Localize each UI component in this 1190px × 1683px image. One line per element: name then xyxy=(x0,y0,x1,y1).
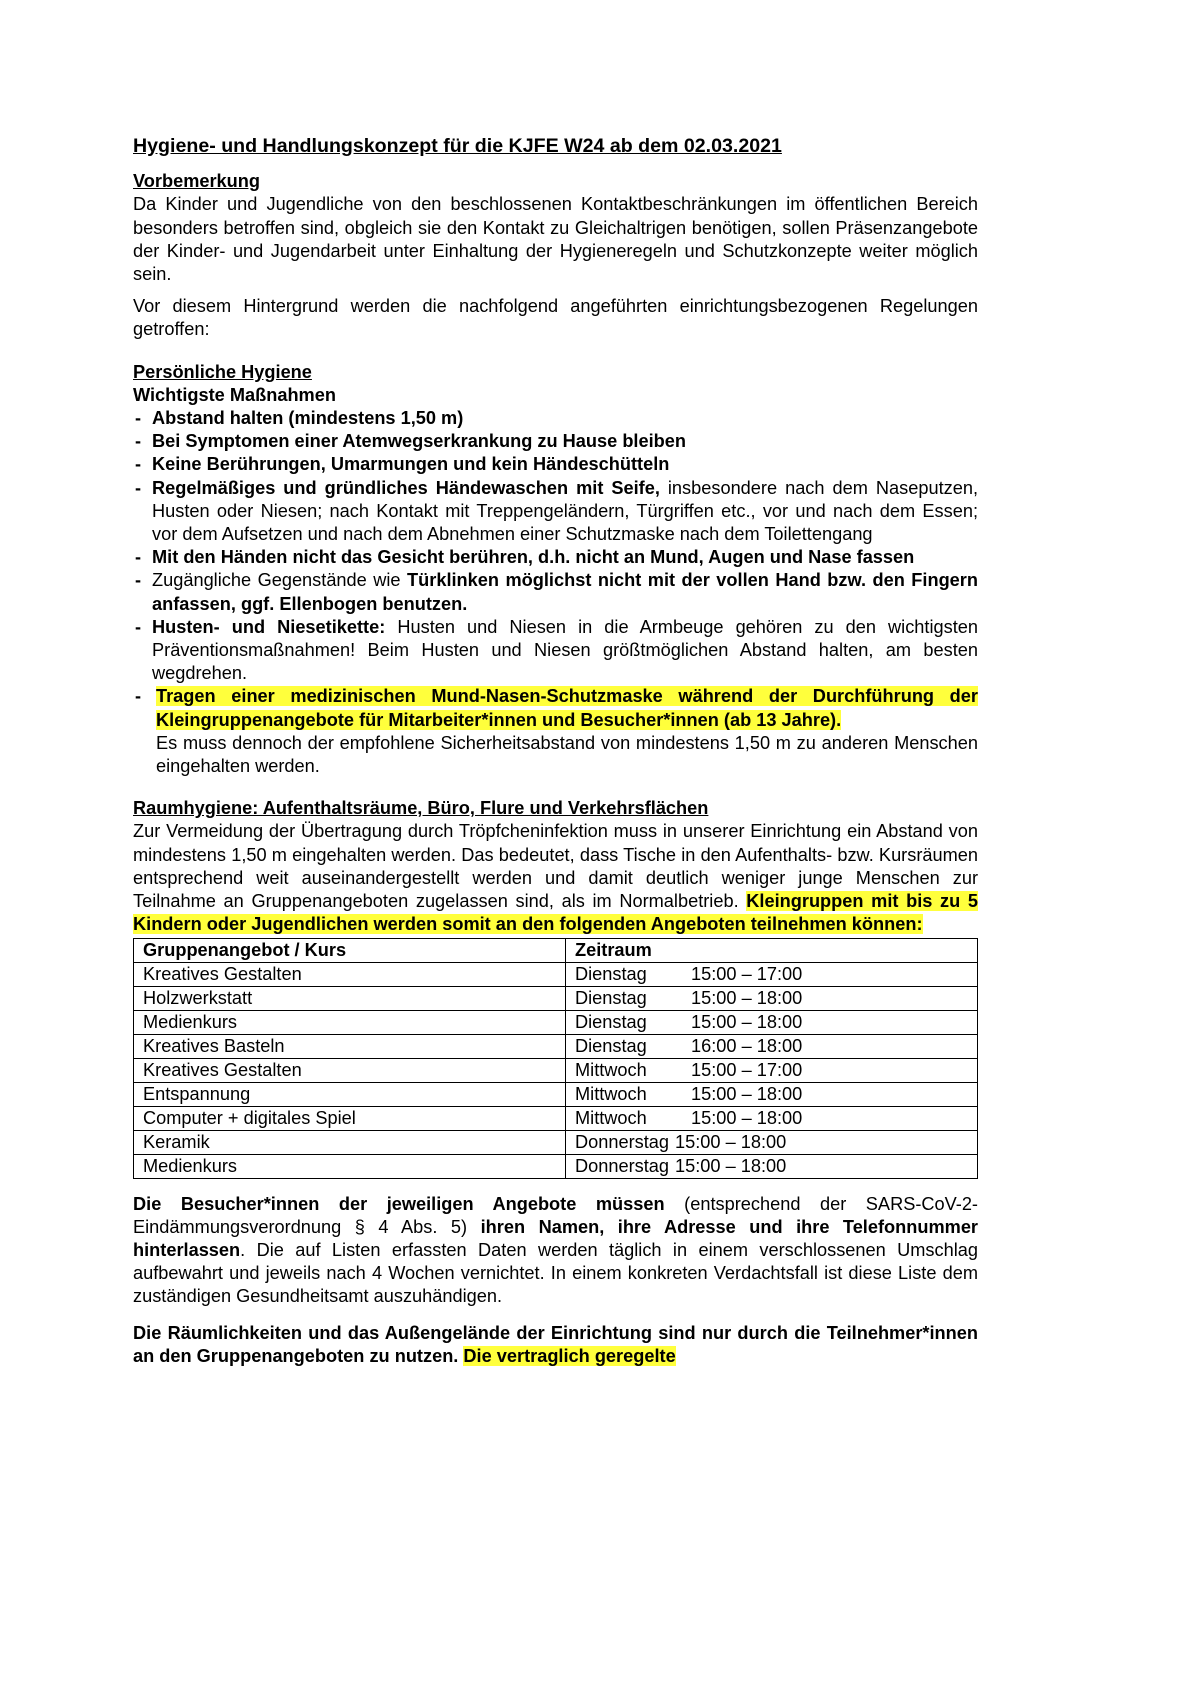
paragraph-text: Zur Vermeidung der Übertragung durch Tröpfcheninfektion muss in unserer Einrichtung ein Abstand von mindestens 1,50 m eingehalten werden. Das bedeutet, dass Tische in den Aufenthalts- bzw. Kursräumen entsprechend weit auseinandergestellt werden und damit deutlich weniger junge Menschen zur Teilnahme an Gruppenangeboten zugelassen sind, als im Normalbetrieb. xyxy=(133,821,978,912)
paragraph-raeumlichkeiten xyxy=(133,1322,978,1368)
cell-zeitraum xyxy=(566,1130,978,1154)
cell-kurs: Kreatives Basteln xyxy=(134,1034,566,1058)
cell-day: Mittwoch xyxy=(575,1084,647,1104)
table-row xyxy=(134,1010,978,1034)
cell-kurs: Holzwerkstatt xyxy=(134,986,566,1010)
item-bold-text: Keine Berührungen, Umarmungen und kein Händeschütteln xyxy=(152,454,670,475)
cell-zeitraum xyxy=(566,1106,978,1130)
item-bold-text: Husten- und Niesetikette: xyxy=(152,616,386,637)
table-row xyxy=(134,1154,978,1178)
item-bold-text: Regelmäßiges und gründliches Händewaschen mit Seife, xyxy=(152,477,660,498)
cell-day: Donnerstag xyxy=(575,1156,670,1176)
column-header-zeitraum: Zeitraum xyxy=(566,938,978,962)
paragraph-vorbemerkung-2: Vor diesem Hintergrund werden die nachfolgend angeführten einrichtungsbezogenen Regelungen getroffen: xyxy=(133,296,978,340)
paragraph-vorbemerkung-1: Da Kinder und Jugendliche von den beschlossenen Kontaktbeschränkungen im öffentlichen Bereich besonders betroffen sind, obgleich sie den Kontakt zu Gleichaltrigen benötigen, sollen Präsenzangebote der Kinder- und Jugendarbeit unter Einhaltung der Hygieneregeln und Schutzkonzepte weiter möglich sein. xyxy=(133,194,978,285)
list-item xyxy=(133,407,978,430)
highlighted-text: Kleingruppen mit bis zu 5 Kindern oder Jugendlichen werden somit an den folgenden Angeboten teilnehmen können: xyxy=(133,891,979,935)
highlighted-text: Die vertraglich geregelte xyxy=(463,1345,676,1366)
cell-zeitraum xyxy=(566,986,978,1010)
cell-day: Dienstag xyxy=(575,964,647,984)
cell-time: 15:00 – 18:00 xyxy=(691,988,803,1008)
table-row xyxy=(134,986,978,1010)
item-bold-text: Abstand halten (mindestens 1,50 m) xyxy=(152,408,464,429)
item-text: insbesondere nach dem Naseputzen, Husten oder Niesen; nach Kontakt mit Treppengeländern, Türgriffen etc., vor und nach dem Essen; vor dem Aufsetzen und nach dem Abnehmen einer Schutzmaske nach dem Toilettengang xyxy=(152,477,978,545)
item-bold-text: Bei Symptomen einer Atemwegserkrankung zu Hause bleiben xyxy=(152,431,686,452)
list-item xyxy=(133,453,978,476)
section-heading-raumhygiene: Raumhygiene: Aufenthaltsräume, Büro, Flure und Verkehrsflächen xyxy=(133,798,709,819)
cell-day: Mittwoch xyxy=(575,1060,647,1080)
subheading-massnahmen: Wichtigste Maßnahmen xyxy=(133,384,336,405)
item-bold-text: Türklinken möglichst nicht mit der vollen Hand bzw. den Fingern anfassen, ggf. Ellenbogen benutzen. xyxy=(152,570,978,614)
cell-kurs: Medienkurs xyxy=(134,1010,566,1034)
cell-kurs: Kreatives Gestalten xyxy=(134,962,566,986)
cell-day: Dienstag xyxy=(575,1012,647,1032)
list-item xyxy=(133,477,978,547)
paragraph-text: (entsprechend der SARS-CoV-2-Eindämmungsverordnung § 4 Abs. 5) xyxy=(133,1193,978,1237)
table-row xyxy=(134,962,978,986)
table-row xyxy=(134,1106,978,1130)
table-row xyxy=(134,1130,978,1154)
cell-day: Dienstag xyxy=(575,1036,647,1056)
list-item xyxy=(133,616,978,686)
list-item xyxy=(133,546,978,569)
cell-time: 15:00 – 18:00 xyxy=(691,1108,803,1128)
document-title: Hygiene- und Handlungskonzept für die KJFE W24 ab dem 02.03.2021 xyxy=(133,135,782,157)
cell-time: 15:00 – 18:00 xyxy=(691,1084,803,1104)
cell-zeitraum xyxy=(566,962,978,986)
item-bold-text: Mit den Händen nicht das Gesicht berühren, d.h. nicht an Mund, Augen und Nase fassen xyxy=(152,547,915,568)
item-text: Zugängliche Gegenstände wie xyxy=(152,570,408,591)
schedule-table xyxy=(133,938,978,1179)
paragraph-raumhygiene xyxy=(133,820,978,936)
paragraph-besucher xyxy=(133,1193,978,1309)
table-header-row xyxy=(134,938,978,962)
section-heading-persoenliche-hygiene: Persönliche Hygiene xyxy=(133,361,312,382)
item-text: Es muss dennoch der empfohlene Sicherheitsabstand von mindestens 1,50 m zu anderen Menschen eingehalten werden. xyxy=(156,732,978,777)
table-row xyxy=(134,1034,978,1058)
cell-day: Dienstag xyxy=(575,988,647,1008)
cell-zeitraum xyxy=(566,1082,978,1106)
table-row xyxy=(134,1082,978,1106)
paragraph-text: . Die auf Listen erfassten Daten werden täglich in einem verschlossenen Umschlag aufbewahrt und jeweils nach 4 Wochen vernichtet. In einem konkreten Verdachtsfall ist diese Liste dem zuständigen Gesundheitsamt auszuhändigen. xyxy=(133,1239,978,1307)
cell-time: 15:00 – 18:00 xyxy=(675,1132,787,1152)
document-page xyxy=(133,128,978,1368)
list-item xyxy=(133,430,978,453)
cell-time: 16:00 – 18:00 xyxy=(691,1036,803,1056)
cell-kurs: Keramik xyxy=(134,1130,566,1154)
cell-day: Donnerstag xyxy=(575,1132,670,1152)
cell-day: Mittwoch xyxy=(575,1108,647,1128)
item-text: Husten und Niesen in die Armbeuge gehören zu den wichtigsten Präventionsmaßnahmen! Beim Husten und Niesen größtmöglichen Abstand halten, am besten wegdrehen. xyxy=(152,616,978,684)
cell-zeitraum xyxy=(566,1010,978,1034)
cell-time: 15:00 – 17:00 xyxy=(691,1060,803,1080)
list-item xyxy=(133,569,978,615)
cell-zeitraum xyxy=(566,1154,978,1178)
cell-time: 15:00 – 18:00 xyxy=(675,1156,787,1176)
bold-text: Die Besucher*innen der jeweiligen Angebote müssen xyxy=(133,1193,665,1214)
list-item-mask xyxy=(133,685,978,778)
cell-kurs: Computer + digitales Spiel xyxy=(134,1106,566,1130)
bold-text: Die Räumlichkeiten und das Außengelände der Einrichtung sind nur durch die Teilnehmer*innen an den Gruppenangeboten zu nutzen. xyxy=(133,1322,978,1366)
bold-text: ihren Namen, ihre Adresse und ihre Telefonnummer hinterlassen xyxy=(133,1216,979,1260)
cell-time: 15:00 – 18:00 xyxy=(691,1012,803,1032)
cell-zeitraum xyxy=(566,1034,978,1058)
cell-kurs: Kreatives Gestalten xyxy=(134,1058,566,1082)
measures-list xyxy=(133,407,978,778)
column-header-kurs: Gruppenangebot / Kurs xyxy=(134,938,566,962)
section-heading-vorbemerkung: Vorbemerkung xyxy=(133,171,261,192)
table-row xyxy=(134,1058,978,1082)
cell-kurs: Entspannung xyxy=(134,1082,566,1106)
cell-kurs: Medienkurs xyxy=(134,1154,566,1178)
cell-time: 15:00 – 17:00 xyxy=(691,964,803,984)
cell-zeitraum xyxy=(566,1058,978,1082)
highlighted-text: Tragen einer medizinischen Mund-Nasen-Schutzmaske während der Durchführung der Kleingruppenangebote für Mitarbeiter*innen und Besucher*innen (ab 13 Jahre). xyxy=(156,686,978,730)
